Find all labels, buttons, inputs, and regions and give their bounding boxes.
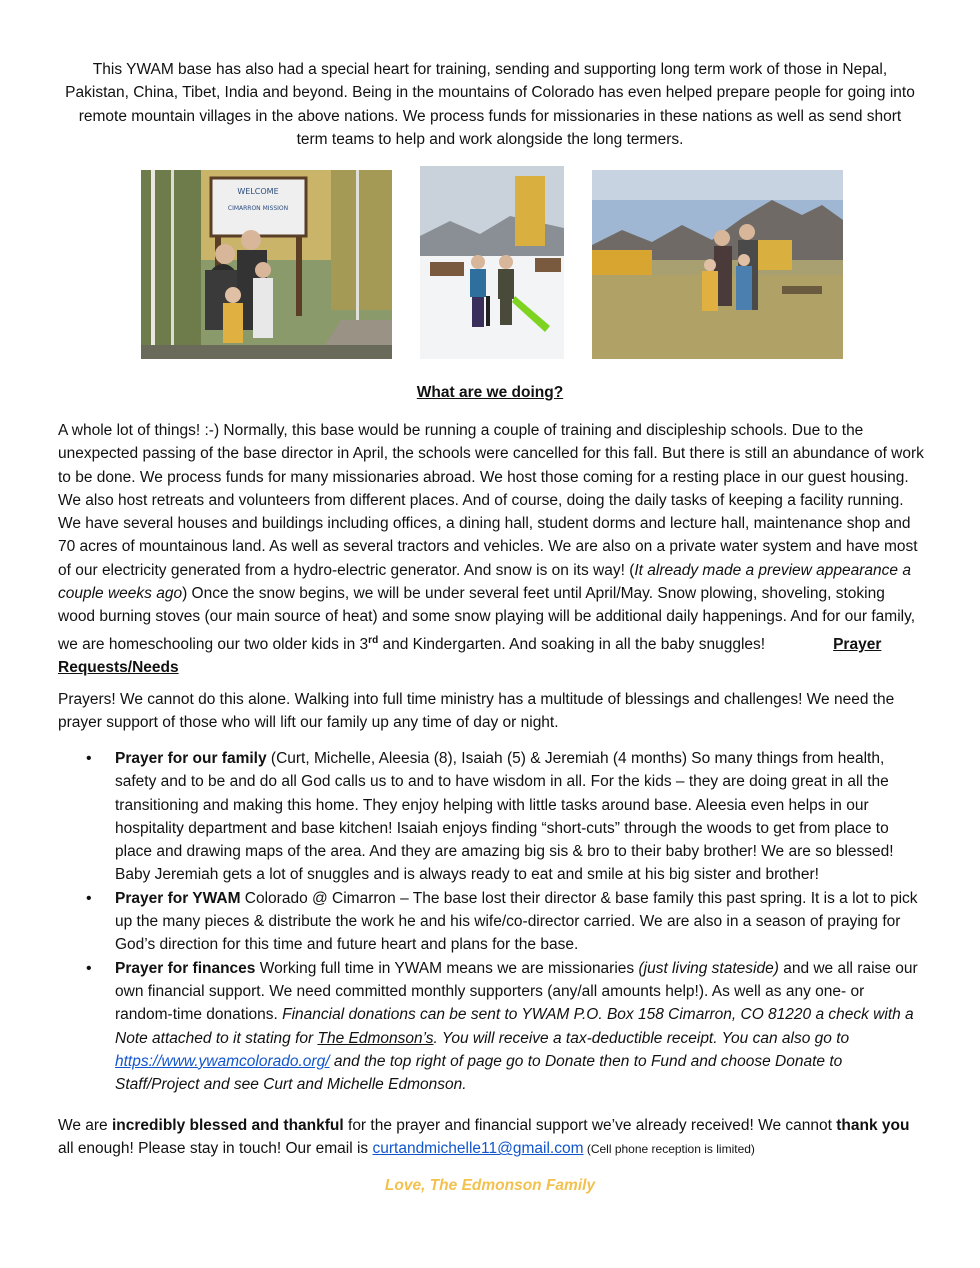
prayer-ywam-lead: Prayer for YWAM — [115, 889, 241, 907]
intro-paragraph: This YWAM base has also had a special heart for training, sending and supporting long term work of those in Nepal, Pakistan, China, Tibet, India and beyond. Being in the mountains of Colorado has even helped prepare people for going into remote mountain villages in the above nations. We process funds for missionaries in these nations as well as send short term teams to help and work alongside the long termers. — [65, 61, 915, 148]
body-text-3: and Kindergarten. And soaking in all the baby snuggles! — [378, 635, 766, 653]
prayers-intro-paragraph: Prayers! We cannot do this alone. Walking into full time ministry has a multitude of blessings and challenges! We need the prayer support of those who will lift our family up any time of day or night. — [58, 691, 895, 732]
bullet-icon: • — [86, 959, 92, 977]
list-item — [58, 887, 924, 957]
closing-bold-1: incredibly blessed and thankful — [112, 1117, 344, 1134]
list-item — [58, 957, 924, 1097]
prayer-family-text: (Curt, Michelle, Aleesia (8), Isaiah (5) & Jeremiah (4 months) So many things from health, safety and to be and do all God calls us to and to have wisdom in all. For the kids – they are doing great in all the transitioning and making this home. They enjoy helping with little tasks around base. Aleesia even helps in our hospitality department and base kitchen! Isaiah enjoys finding “short-cuts” through the woods to get from place to place and drawing maps of the area. And they are amazing big sis & bro to their baby brother! We are so blessed! Baby Jeremiah gets a lot of snuggles and is always ready to eat and smile at his big sister and brother! — [115, 750, 894, 884]
prayer-requests-heading: Prayer Requests/Needs — [58, 635, 882, 677]
closing-text-1: We are — [58, 1117, 112, 1134]
closing-bold-2: thank you — [836, 1117, 910, 1134]
what-we-do-paragraph — [58, 419, 924, 679]
closing-text-2: for the prayer and financial support we’ve already received! We cannot — [343, 1117, 837, 1134]
signoff: Love, The Edmonson Family — [384, 1177, 596, 1194]
sign-subtext: CIMARRON MISSION — [227, 205, 289, 212]
bullet-icon: • — [86, 750, 92, 767]
section-heading: What are we doing? — [416, 384, 564, 401]
list-item — [58, 747, 924, 887]
reception-note: (Cell phone reception is limited) — [583, 1142, 755, 1157]
body-text-2: ) Once the snow begins, we will be under several feet until April/May. Snow plowing, shoveling, stoking wood burning stoves (our main source of heat) and some snow playing will be additional daily happenings. And for our family, we are homeschooling our two older kids in 3 — [58, 585, 916, 653]
finances-text-1: Working full time in YWAM means we are missionaries — [255, 959, 639, 977]
sign-text: WELCOME — [237, 187, 279, 196]
prayer-ywam-text: Colorado @ Cimarron – The base lost their director & base family this past spring. It is a lot to pick up the many pieces & distribute the work he and his wife/co-director carried. We are also in a season of praying for God’s direction for this time and future heart and plans for the base. — [115, 889, 918, 954]
family-at-welcome-sign-photo — [141, 170, 392, 359]
body-text-1: A whole lot of things! :-) Normally, this base would be running a couple of training and discipleship schools. Due to the unexpected passing of the base director in April, the schools were cancelled for this fall. But there is still an abundance of work to be done. We process funds for many missionaries abroad. We host those coming for a resting place in our guest housing. We also host retreats and volunteers from different places. And of course, doing the daily tasks of keeping a facility running. We have several houses and buildings including offices, a dining hall, student dorms and lecture hall, maintenance shop and 70 acres of mountainous land. As well as several tractors and vehicles. We are also on a private water system and have most of our electricity generated from a hydro-electric generator. And snow is on its way! ( — [58, 422, 924, 579]
ordinal-superscript: rd — [368, 634, 379, 646]
prayer-list — [58, 747, 924, 1096]
family-in-meadow-photo — [592, 170, 843, 359]
finances-italic-4: and the top right of page go to Donate then to Fund and choose Donate to Staff/Project and see Curt and Michelle Edmonson. — [115, 1052, 843, 1094]
finances-text-2: and we all raise our own financial support. We need committed monthly supporters (any/all amounts help!). As well as any one- or random-time donations. — [115, 959, 918, 1024]
body-italic-note: It already made a preview appearance a couple weeks ago — [58, 561, 911, 603]
closing-paragraph — [58, 1114, 924, 1162]
finances-italic-2: Financial donations can be sent to YWAM P.O. Box 158 Cimarron, CO 81220 a check with a Note attached to it stating for — [115, 1006, 914, 1047]
finances-italic-3: . You will receive a tax-deductible receipt. You can also go to — [433, 1029, 850, 1047]
ywam-website-link[interactable]: https://www.ywamcolorado.org/ — [115, 1052, 330, 1070]
bullet-icon: • — [86, 889, 92, 907]
finances-italic-1: (just living stateside) — [638, 959, 779, 977]
prayer-finances-lead: Prayer for finances — [115, 959, 256, 977]
email-link[interactable]: curtandmichelle11@gmail.com — [372, 1140, 584, 1158]
closing-text-3: all enough! Please stay in touch! Our email is — [58, 1140, 373, 1158]
finances-payee: The Edmonson’s — [317, 1029, 434, 1047]
kids-shoveling-snow-photo — [420, 166, 564, 359]
prayer-family-lead: Prayer for our family — [115, 750, 267, 767]
